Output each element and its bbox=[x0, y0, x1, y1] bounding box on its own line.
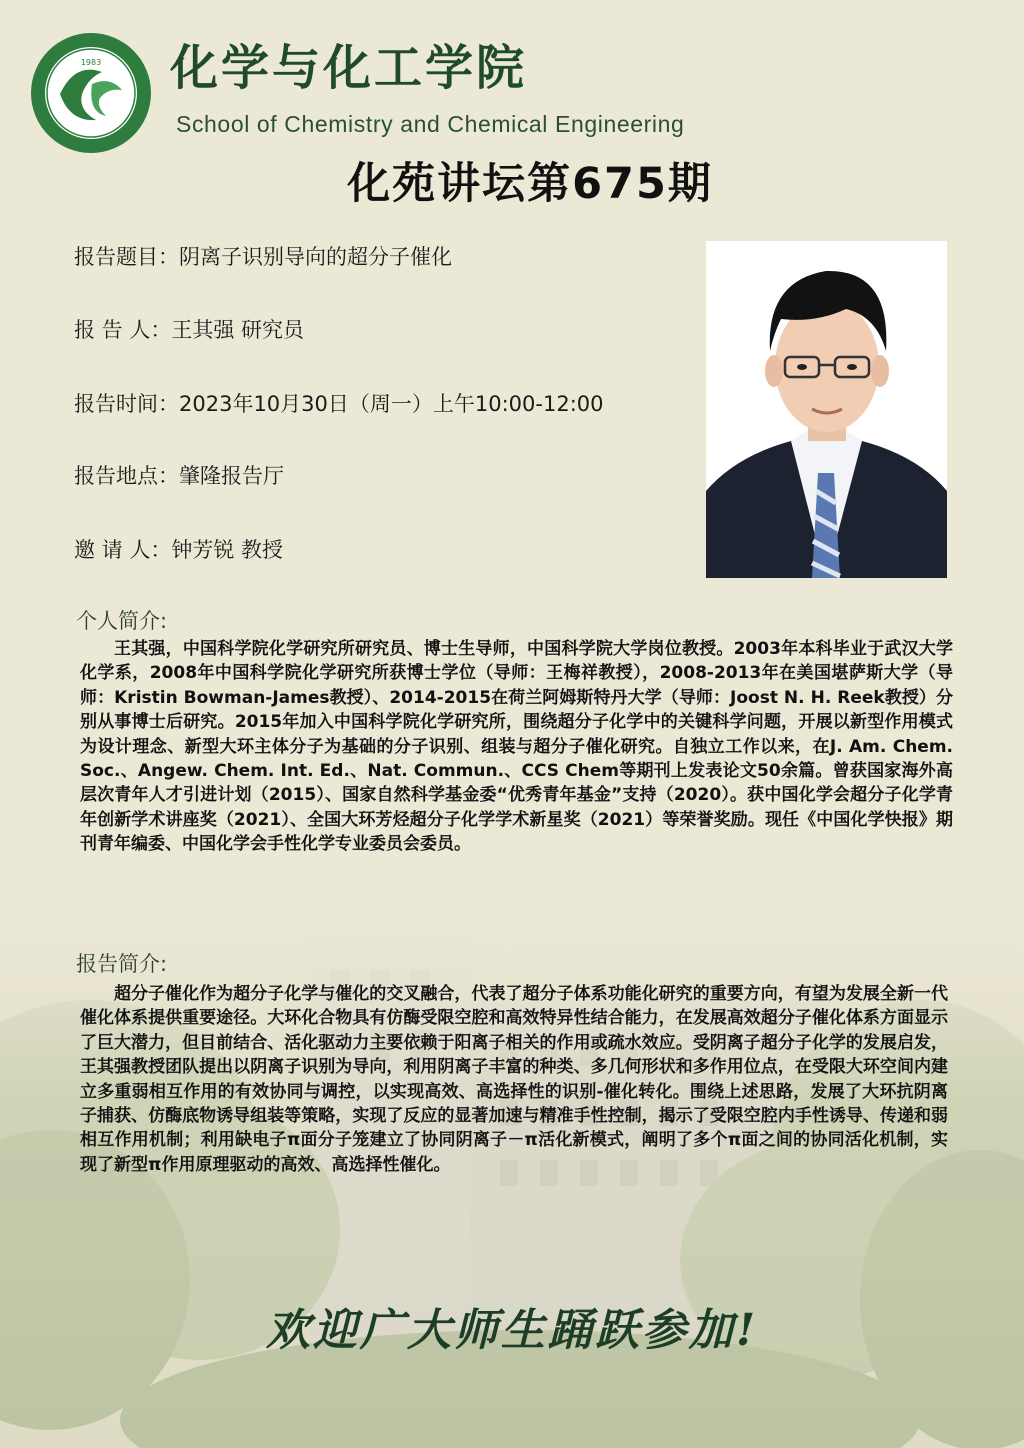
topic-label: 报告题目： bbox=[74, 245, 179, 269]
institute-name-en: School of Chemistry and Chemical Engineering bbox=[176, 111, 685, 137]
institute-logo bbox=[30, 32, 152, 154]
bio-text: 王其强，中国科学院化学研究所研究员、博士生导师，中国科学院大学岗位教授。2003年本科毕业于武汉大学化学系，2008年中国科学院化学研究所获博士学位（导师：王梅祥教授），2008-2013年在美国堪萨斯大学（导师：Kristin Bowman-James教授）、2014-2015在荷兰阿姆斯特丹大学（导师：Joost N. H. Reek教授）分别从事博士后研究。2015年加入中国科学院化学研究所，围绕超分子化学中的关键科学问题，开展以新型作用模式为设计理念、新型大环主体分子为基础的分子识别、组装与超分子催化研究。自独立工作以来，在J. Am. Chem. Soc.、Angew. Chem. Int. Ed.、Nat. Commun.、CCS Chem等期刊上发表论文50余篇。曾获国家海外高层次青年人才引进计划（2015）、国家自然科学基金委“优秀青年基金”支持（2020）。获中国化学会超分子化学青年创新学术讲座奖（2021）、全国大环芳烃超分子化学学术新星奖（2021）等荣誉奖励。现任《中国化学快报》期刊青年编委、中国化学会手性化学专业委员会委员。 bbox=[80, 639, 953, 855]
info-topic bbox=[74, 241, 452, 271]
place-value: 肇隆报告厅 bbox=[179, 464, 284, 488]
info-time bbox=[74, 388, 604, 418]
info-host bbox=[74, 534, 283, 564]
host-value: 钟芳锐 教授 bbox=[171, 538, 284, 562]
logo-year: 1983 bbox=[80, 58, 102, 67]
topic-value: 阴离子识别导向的超分子催化 bbox=[179, 245, 452, 269]
institute-name-cn: 化学与化工学院 bbox=[170, 40, 528, 96]
time-value: 2023年10月30日（周一）上午10:00-12:00 bbox=[179, 392, 604, 416]
abstract-text: 超分子催化作为超分子化学与催化的交叉融合，代表了超分子体系功能化研究的重要方向，有望为发展全新一代催化体系提供重要途径。大环化合物具有仿酶受限空腔和高效特异性结合能力，在发展高效超分子催化体系方面显示了巨大潜力，但目前结合、活化驱动力主要依赖于阳离子相关的作用或疏水效应。受阴离子超分子化学的发展启发，王其强教授团队提出以阴离子识别为导向，利用阴离子丰富的种类、多几何形状和多作用位点，在受限大环空间内建立多重弱相互作用的有效协同与调控，以实现高效、高选择性的识别-催化转化。围绕上述思路，发展了大环抗阴离子捕获、仿酶底物诱导组装等策略，实现了反应的显著加速与精准手性控制，揭示了受限空腔内手性诱导、传递和弱相互作用机制；利用缺电子π面分子笼建立了协同阴离子－π活化新模式，阐明了多个π面之间的协同活化机制，实现了新型π作用原理驱动的高效、高选择性催化。 bbox=[80, 984, 948, 1175]
info-speaker bbox=[74, 314, 304, 344]
speaker-photo bbox=[706, 241, 947, 578]
speaker-value: 王其强 研究员 bbox=[171, 318, 305, 342]
time-label: 报告时间： bbox=[74, 392, 179, 416]
abstract-title: 报告简介: bbox=[76, 952, 168, 976]
issue-title: 化苑讲坛第675期 bbox=[347, 159, 713, 209]
host-label: 邀 请 人： bbox=[74, 538, 172, 562]
closing-slogan: 欢迎广大师生踊跃参加! bbox=[265, 1305, 759, 1356]
bio-title: 个人简介: bbox=[76, 609, 168, 633]
speaker-label: 报 告 人： bbox=[74, 318, 172, 342]
info-place bbox=[74, 460, 284, 490]
place-label: 报告地点： bbox=[74, 464, 179, 488]
